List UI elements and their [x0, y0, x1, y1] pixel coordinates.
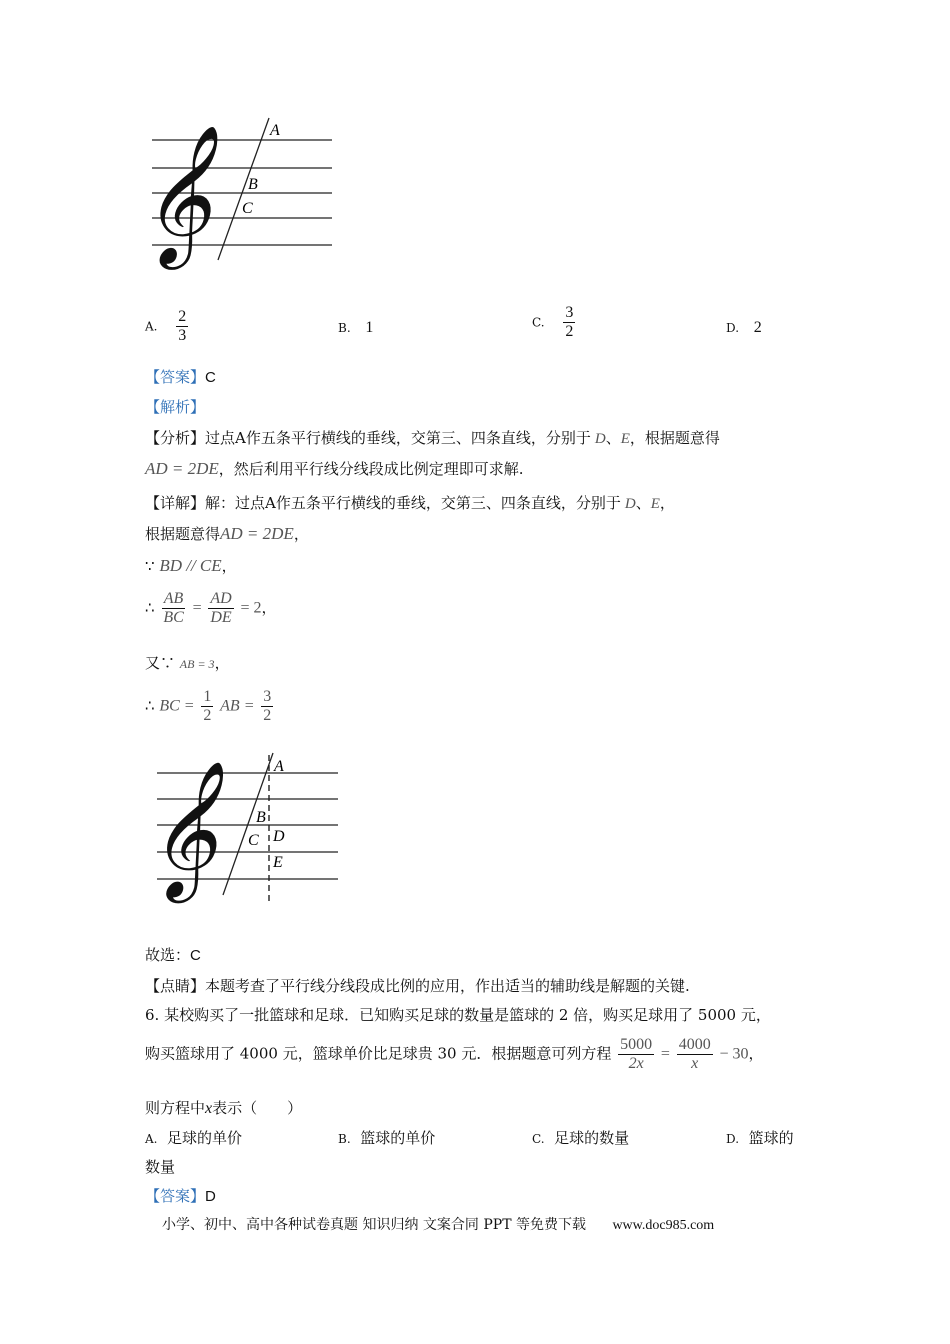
option-text: 篮球的单价 — [360, 1129, 436, 1147]
option-text: 篮球的 — [748, 1129, 794, 1147]
eq-frac2-num: 4000 — [678, 1036, 711, 1053]
dianjing-text: 本题考查了平行线分线段成比例的应用，作出适当的辅助线是解题的关键. — [205, 977, 690, 995]
comma: ， — [659, 494, 675, 512]
equals-sign: = — [192, 599, 202, 617]
footer-text: 小学、初中、高中各种试卷真题 知识归纳 文案合同 PPT 等免费下载 — [162, 1217, 586, 1233]
label-a: A — [270, 122, 280, 139]
choice-c — [532, 304, 577, 341]
choose-line — [145, 944, 201, 965]
ratio-num-2: AD — [210, 590, 232, 607]
label-e: E — [273, 854, 283, 871]
frac-den: 3 — [178, 327, 187, 344]
also-line — [145, 652, 230, 673]
xiangjie-text-1: 解：过点A作五条平行横线的垂线，交第三、四条直线，分别于 — [205, 494, 621, 512]
svg-text:𝄞: 𝄞 — [140, 128, 211, 261]
also-symbol: 又∵ — [145, 654, 176, 672]
option-text: 足球的单价 — [167, 1129, 243, 1147]
bc-mid: AB = — [220, 697, 255, 715]
choice-letter: D. — [726, 321, 740, 335]
choice-value: 2 — [753, 319, 762, 336]
choose-label: 故选： — [145, 946, 191, 964]
q6-option-d-cont: 数量 — [145, 1158, 176, 1176]
q6-option-d — [726, 1127, 794, 1148]
svg-text:𝄞: 𝄞 — [147, 764, 217, 895]
label-b: B — [256, 809, 266, 826]
fenxi-text-2: ，根据题意得 — [629, 429, 720, 447]
point-d: D — [594, 431, 606, 447]
result-num: 3 — [263, 688, 272, 705]
fenxi-tag: 【分析】 — [145, 429, 206, 447]
choose-value: C — [190, 947, 201, 964]
staff-figure-1 — [140, 110, 340, 270]
choice-value: 1 — [365, 319, 374, 336]
q6-option-b — [338, 1127, 435, 1148]
bc-line — [145, 688, 275, 725]
q6-line-1: 6. 某校购买了一批篮球和足球．已知购买足球的数量是篮球的 2 倍，购买足球用了 5000 元， — [145, 1006, 771, 1024]
because-symbol: ∵ — [145, 557, 155, 575]
treble-clef-icon — [140, 127, 218, 270]
option-letter: B. — [338, 1132, 351, 1146]
xiangjie-line-2 — [145, 523, 309, 544]
separator: 、 — [605, 429, 621, 447]
frac-num: 2 — [178, 308, 187, 325]
answer-line-q5 — [145, 366, 216, 387]
choice-letter: B. — [338, 321, 351, 335]
variable-x: x — [205, 1100, 213, 1117]
choice-b — [338, 318, 373, 337]
footer — [162, 1214, 714, 1234]
eq-frac1-den: 2x — [628, 1055, 644, 1072]
xiangjie-tag: 【详解】 — [145, 494, 206, 512]
answer-tag: 【答案】 — [145, 368, 206, 386]
analysis-tag: 【解析】 — [145, 398, 206, 416]
fenxi-line-2 — [145, 458, 524, 479]
option-letter: D. — [726, 1132, 740, 1146]
staff-figure-2 — [145, 745, 345, 905]
therefore-symbol: ∴ — [145, 598, 155, 617]
footer-url[interactable]: www.doc985.com — [612, 1218, 715, 1233]
ratio-line — [145, 590, 277, 627]
ratio-result: = 2 — [240, 599, 262, 617]
result-den: 2 — [263, 707, 272, 724]
choice-letter: A. — [145, 319, 158, 334]
choice-a — [145, 308, 190, 345]
option-text: 足球的数量 — [554, 1129, 630, 1147]
eq-sign: = — [660, 1045, 670, 1063]
option-letter: C. — [532, 1132, 545, 1146]
comma: ， — [214, 654, 230, 672]
because-line — [145, 555, 237, 576]
option-letter: A. — [145, 1132, 158, 1146]
ratio-den-2: DE — [210, 609, 232, 626]
q6-option-c — [532, 1127, 629, 1148]
label-a: A — [274, 758, 284, 775]
ab-given: AB = 3 — [179, 657, 215, 671]
label-d: D — [273, 828, 285, 845]
comma: ， — [221, 557, 237, 575]
dianjing-tag: 【点睛】 — [145, 977, 206, 995]
point-d: D — [624, 496, 636, 512]
label-c: C — [248, 832, 259, 849]
frac-den: 2 — [565, 323, 574, 340]
q6-option-a — [145, 1127, 242, 1148]
fenxi-line-1 — [145, 427, 720, 448]
xiangjie-equation: AD = 2DE — [220, 524, 294, 543]
dianjing-line — [145, 975, 690, 996]
treble-clef-icon — [147, 762, 224, 904]
ratio-num-1: AB — [163, 590, 184, 607]
fenxi-text-1: 过点A作五条平行横线的垂线，交第三、四条直线，分别于 — [205, 429, 591, 447]
q6-line-2 — [145, 1036, 764, 1073]
frac-num: 3 — [565, 304, 574, 321]
eq-frac1-num: 5000 — [620, 1036, 653, 1053]
point-e: E — [650, 496, 660, 512]
ratio-den-1: BC — [163, 609, 184, 626]
q6-line3-post: 表示（ ） — [212, 1099, 303, 1117]
label-c: C — [242, 200, 253, 217]
separator: 、 — [635, 494, 651, 512]
q6-line3-pre: 则方程中 — [145, 1099, 206, 1117]
fenxi-text-3: ，然后利用平行线分线段成比例定理即可求解. — [218, 460, 524, 478]
eq-frac2-den: x — [691, 1055, 699, 1072]
half-num: 1 — [203, 688, 212, 705]
eq-minus: − 30 — [719, 1045, 749, 1063]
xiangjie-line2-text: 根据题意得 — [145, 525, 221, 543]
comma: ， — [748, 1044, 764, 1063]
choice-d — [726, 318, 762, 337]
answer-value: C — [205, 369, 216, 386]
answer-value: D — [205, 1188, 216, 1205]
xiangjie-line-1 — [145, 492, 675, 513]
comma: ， — [261, 598, 277, 617]
bc-prefix: BC = — [159, 697, 195, 715]
answer-tag: 【答案】 — [145, 1187, 206, 1205]
point-e: E — [620, 431, 630, 447]
half-den: 2 — [203, 707, 212, 724]
q6-line-3 — [145, 1097, 302, 1118]
choice-letter: C. — [532, 315, 545, 330]
comma: ， — [293, 525, 309, 543]
label-b: B — [248, 176, 258, 193]
answer-line-q6 — [145, 1185, 216, 1206]
parallel-statement: BD // CE — [159, 556, 222, 575]
q6-line2-text: 购买篮球用了 4000 元，篮球单价比足球贵 30 元．根据题意可列方程 — [145, 1044, 612, 1063]
fenxi-equation: AD = 2DE — [145, 459, 219, 478]
therefore-symbol: ∴ — [145, 696, 155, 715]
